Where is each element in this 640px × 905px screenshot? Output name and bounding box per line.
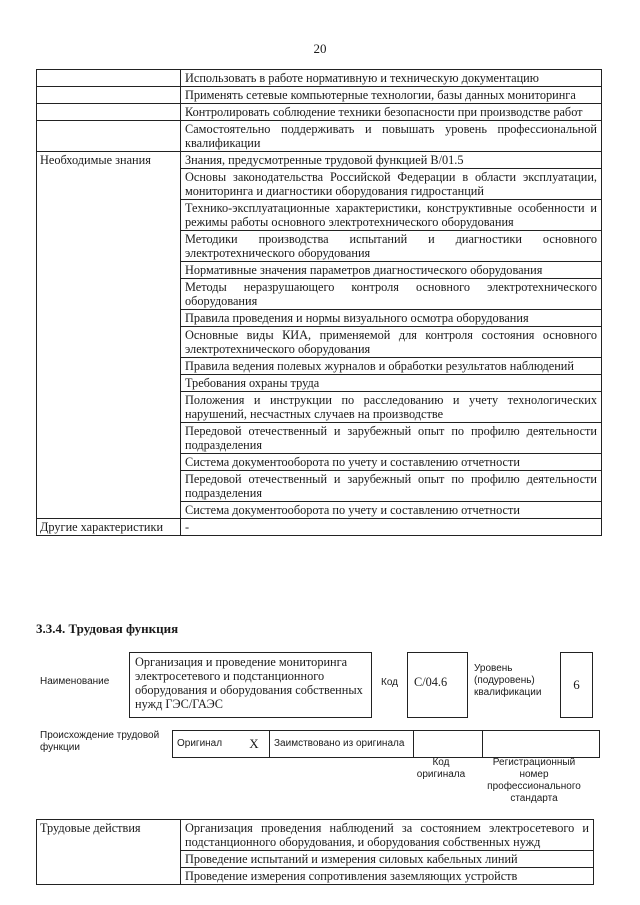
knowledge-item: Основные виды КИА, применяемой для контроля состояния основного электротехнического оборудования xyxy=(181,327,602,358)
level-label: Уровень (подуровень) квалификации xyxy=(474,663,542,698)
skill-item: Применять сетевые компьютерные технологии, базы данных мониторинга xyxy=(181,87,602,104)
knowledge-item: Положения и инструкции по расследованию и учету технологических нарушений, несчастных случаев на производстве xyxy=(181,392,602,423)
original-label: Оригинал xyxy=(173,731,240,758)
origin-label: Происхождение трудовой функции xyxy=(40,730,160,753)
table-row xyxy=(37,104,602,121)
code-label: Код xyxy=(381,677,399,688)
registration-number-caption: Регистрационный номер профессионального стандарта xyxy=(487,757,581,804)
other-characteristics-label: Другие характеристики xyxy=(37,519,181,536)
knowledge-item: Правила ведения полевых журналов и обработки результатов наблюдений xyxy=(181,358,602,375)
labor-actions-label: Трудовые действия xyxy=(37,820,181,885)
skills-label-cell xyxy=(37,87,181,104)
skills-label-cell xyxy=(37,104,181,121)
original-code-caption: Код оригинала xyxy=(416,757,466,780)
table-row xyxy=(37,519,602,536)
competency-table xyxy=(36,69,602,536)
skill-item: Контролировать соблюдение техники безопасности при производстве работ xyxy=(181,104,602,121)
qualification-level-box: 6 xyxy=(560,652,593,718)
function-code-box: С/04.6 xyxy=(407,652,468,718)
skills-label-cell xyxy=(37,70,181,87)
other-characteristics-value: - xyxy=(181,519,602,536)
table-row xyxy=(37,70,602,87)
function-name-box: Организация и проведение мониторинга электросетевого и подстанционного оборудования и оборудования собственных нужд ГЭС/ГАЭС xyxy=(129,652,372,718)
original-mark: X xyxy=(239,731,270,758)
knowledge-item: Основы законодательства Российской Федерации в области эксплуатации, мониторинга и диагностики оборудования гидростанций xyxy=(181,169,602,200)
knowledge-item: Технико-эксплуатационные характеристики, конструктивные особенности и режимы работы основного электротехнического оборудования xyxy=(181,200,602,231)
knowledge-item: Передовой отечественный и зарубежный опыт по профилю деятельности подразделения xyxy=(181,423,602,454)
table-row xyxy=(37,152,602,169)
skill-item: Использовать в работе нормативную и техническую документацию xyxy=(181,70,602,87)
borrowed-label: Заимствовано из оригинала xyxy=(270,731,414,758)
registration-number-cell xyxy=(483,731,600,758)
knowledge-item: Методы неразрушающего контроля основного электротехнического оборудования xyxy=(181,279,602,310)
table-row xyxy=(37,121,602,152)
skill-item: Самостоятельно поддерживать и повышать уровень профессиональной квалификации xyxy=(181,121,602,152)
labor-action-item: Проведение испытаний и измерения силовых кабельных линий xyxy=(181,851,594,868)
origin-table xyxy=(172,730,600,758)
original-code-cell xyxy=(414,731,483,758)
labor-action-item: Проведение измерения сопротивления заземляющих устройств xyxy=(181,868,594,885)
table-row xyxy=(173,731,600,758)
skills-label-cell xyxy=(37,121,181,152)
knowledge-item: Система документооборота по учету и составлению отчетности xyxy=(181,502,602,519)
knowledge-item: Требования охраны труда xyxy=(181,375,602,392)
knowledge-item: Методики производства испытаний и диагностики основного электротехнического оборудования xyxy=(181,231,602,262)
knowledge-item: Нормативные значения параметров диагностического оборудования xyxy=(181,262,602,279)
knowledge-label: Необходимые знания xyxy=(37,152,181,519)
section-title: 3.3.4. Трудовая функция xyxy=(36,621,179,636)
labor-action-item: Организация проведения наблюдений за состоянием электросетевого и подстанционного оборудования, и оборудования собственных нужд xyxy=(181,820,594,851)
table-row xyxy=(37,820,594,851)
page-number: 20 xyxy=(313,41,327,56)
name-label: Наименование xyxy=(40,676,110,687)
knowledge-item: Знания, предусмотренные трудовой функцией В/01.5 xyxy=(181,152,602,169)
knowledge-item: Система документооборота по учету и составлению отчетности xyxy=(181,454,602,471)
labor-actions-table xyxy=(36,819,594,885)
knowledge-item: Передовой отечественный и зарубежный опыт по профилю деятельности подразделения xyxy=(181,471,602,502)
table-row xyxy=(37,87,602,104)
knowledge-item: Правила проведения и нормы визуального осмотра оборудования xyxy=(181,310,602,327)
